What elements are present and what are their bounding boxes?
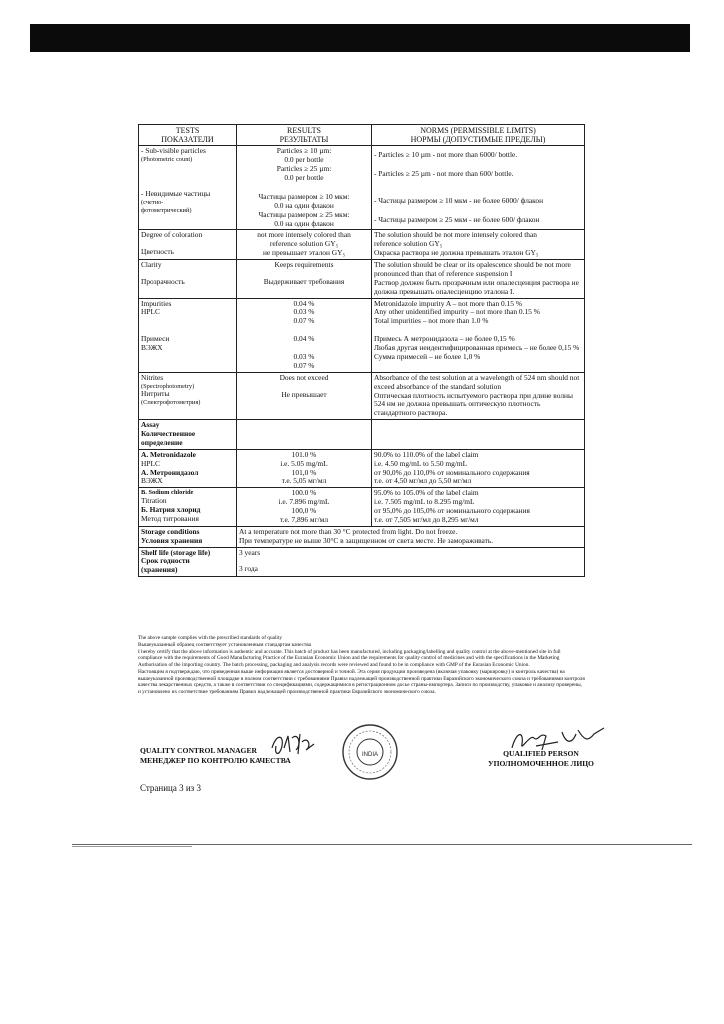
bottom-divider <box>72 844 692 845</box>
test-cell: Storage conditions Условия хранения <box>139 526 237 547</box>
norm-cell: - Particles ≥ 10 µm - not more than 6000/ bottle. - Particles ≥ 25 µm - not more than 600/ bottle. - Частицы размером ≥ 10 мкм - не более 6000/ флакон - Частицы размером ≥ 25 мкм - не более 600/ флакон <box>372 146 585 230</box>
qualified-person-block: QUALIFIED PERSON УПОЛНОМОЧЕННОЕ ЛИЦО <box>488 749 594 768</box>
result-cell: 100.0 % i.e. 7.896 mg/mL 100,0 % т.е. 7,896 мг/мл <box>237 488 372 527</box>
test-cell: A. Metronidazole HPLC А. Метронидазол ВЭЖХ <box>139 449 237 488</box>
table-header-row <box>139 125 585 146</box>
test-cell: - Sub-visible particles (Photometric count) - Невидимые частицы (счетно- фотометрический) <box>139 146 237 230</box>
test-cell: Nitrites (Spectrophotometry) Нитриты (Спектрофотометрия) <box>139 372 237 419</box>
table-row-shelf-life <box>139 547 585 577</box>
certification-notes: The above sample complies with the prescribed standards of quality Вышеуказанный образец соответствует установленным стандартам качества I hereby certify that the above information is authentic and accurate. This batch of product has been manufactured, including packaging/labelling and quality control at the above-mentioned site in full compliance with the requirements of Good Manufacturing Practice of the Eurasian Economic Union and the requirements for quality control of medicines and with the specifications in the Marketing Authorisation of the importing country. The batch processing, packaging and analysis records were reviewed and found to be in compliance with GMP of the Eurasian Economic Union. Настоящим я подтверждаю, что приведенная выше информация является достоверной и точной. Эта серия продукции произведена (включая упаковку (маркировку) и контроль качества) на вышеуказанной производственной площадке в полном соответствии с требованиями Правил надлежащей производственной практики Евразийского экономического союза и требованиями контроля качества лекарственных средств, а также в соответствии со спецификациями, содержащимися в регистрационном досье страны-импортера. Записи по производству, упаковке и анализу проверены, и установлено их соответствие требованиям Правил надлежащей производственной практики Евразийского экономического союза. <box>138 635 585 696</box>
table-row-assay <box>139 420 585 450</box>
test-cell: Clarity Прозрачность <box>139 260 237 299</box>
norm-cell: Metronidazole impurity A – not more than 0.15 % Any other unidentified impurity – not more than 0.15 % Total impurities – not more than 1.0 % Примесь А метронидазола – не более 0,15 % Любая другая неидентифицированная примесь – не более 0,15 % Сумма примесей – не более 1,0 % <box>372 298 585 372</box>
test-cell: Shelf life (storage life) Срок годности (хранения) <box>139 547 237 577</box>
table-row-clarity <box>139 260 585 299</box>
result-cell: 101.0 % i.e. 5.05 mg/mL 101,0 % т.е. 5,05 мг/мл <box>237 449 372 488</box>
test-cell: Degree of coloration Цветность <box>139 230 237 260</box>
norm-cell: Absorbance of the test solution at a wavelength of 524 nm should not exceed absorbance of the standard solution Оптическая плотность испытуемого раствора при длине волны 524 нм не должна превышать оптическую плотность стандартного раствора. <box>372 372 585 419</box>
header-norms: NORMS (PERMISSIBLE LIMITS) НОРМЫ (ДОПУСТИМЫЕ ПРЕДЕЛЫ) <box>372 125 585 146</box>
result-cell: 0.04 % 0.03 % 0.07 % 0.04 % 0.03 % 0.07 % <box>237 298 372 372</box>
result-cell: Does not exceed Не превышает <box>237 372 372 419</box>
result-cell <box>237 420 372 450</box>
norm-cell <box>372 420 585 450</box>
company-seal-stamp <box>340 722 400 782</box>
bottom-divider-short <box>72 846 192 847</box>
table-row-coloration <box>139 230 585 260</box>
stamp-text: INDIA <box>361 752 379 758</box>
header-tests: TESTS ПОКАЗАТЕЛИ <box>139 125 237 146</box>
result-cell: Particles ≥ 10 µm: 0.0 per bottle Particles ≥ 25 µm: 0.0 per bottle Частицы размером ≥ 10 мкм: 0.0 на один флакон Частицы размером ≥ 25 мкм: 0.0 на один флакон <box>237 146 372 230</box>
shelf-life-value-cell: 3 years 3 года <box>237 547 585 577</box>
table-row-subvisible-particles <box>139 146 585 230</box>
test-cell: Assay Количественное определение <box>139 420 237 450</box>
page-number: Страница 3 из 3 <box>140 783 201 793</box>
norm-cell: The solution should be not more intensely colored than reference solution GY₅ Окраска раствора не должна превышать эталон GY₅ <box>372 230 585 260</box>
header-results: RESULTS РЕЗУЛЬТАТЫ <box>237 125 372 146</box>
result-cell: Keeps requirements Выдерживает требования <box>237 260 372 299</box>
storage-value-cell: At a temperature not more than 30 °C protected from light. Do not freeze. При температуре не выше 30°С в защищенном от света месте. Не замораживать. <box>237 526 585 547</box>
qualified-person-signature <box>506 724 610 756</box>
table-row-storage <box>139 526 585 547</box>
test-cell: Impurities HPLC Примеси ВЭЖХ <box>139 298 237 372</box>
result-cell: not more intensely colored than reference solution GY₅ не превышает эталон GY₅ <box>237 230 372 260</box>
norm-cell: 90.0% to 110.0% of the label claim i.e. 4.50 mg/mL to 5.50 mg/mL от 90,0% до 110,0% от номинального содержания т.е. от 4,50 мг/мл до 5,50 мг/мл <box>372 449 585 488</box>
quality-control-manager-block: QUALITY CONTROL MANAGER МЕНЕДЖЕР ПО КОНТРОЛЮ КАЧЕСТВА <box>140 746 291 765</box>
table-row-metronidazole <box>139 449 585 488</box>
qc-manager-signature <box>268 728 318 762</box>
top-black-bar <box>30 24 690 52</box>
test-cell: B. Sodium chloride Titration Б. Натрия хлорид Метод титрования <box>139 488 237 527</box>
table-row-sodium-chloride <box>139 488 585 527</box>
table-row-impurities <box>139 298 585 372</box>
norm-cell: The solution should be clear or its opalescence should be not more pronounced than that of reference suspension I Раствор должен быть прозрачным или опалесценция раствора не должна превышать опалесценцию эталона I. <box>372 260 585 299</box>
table-row-nitrites <box>139 372 585 419</box>
norm-cell: 95.0% to 105.0% of the label claim i.e. 7.505 mg/mL to 8.295 mg/mL от 95,0% до 105,0% от номинального содержания т.е. от 7,505 мг/мл до 8,295 мг/мл <box>372 488 585 527</box>
certificate-table <box>138 124 585 577</box>
